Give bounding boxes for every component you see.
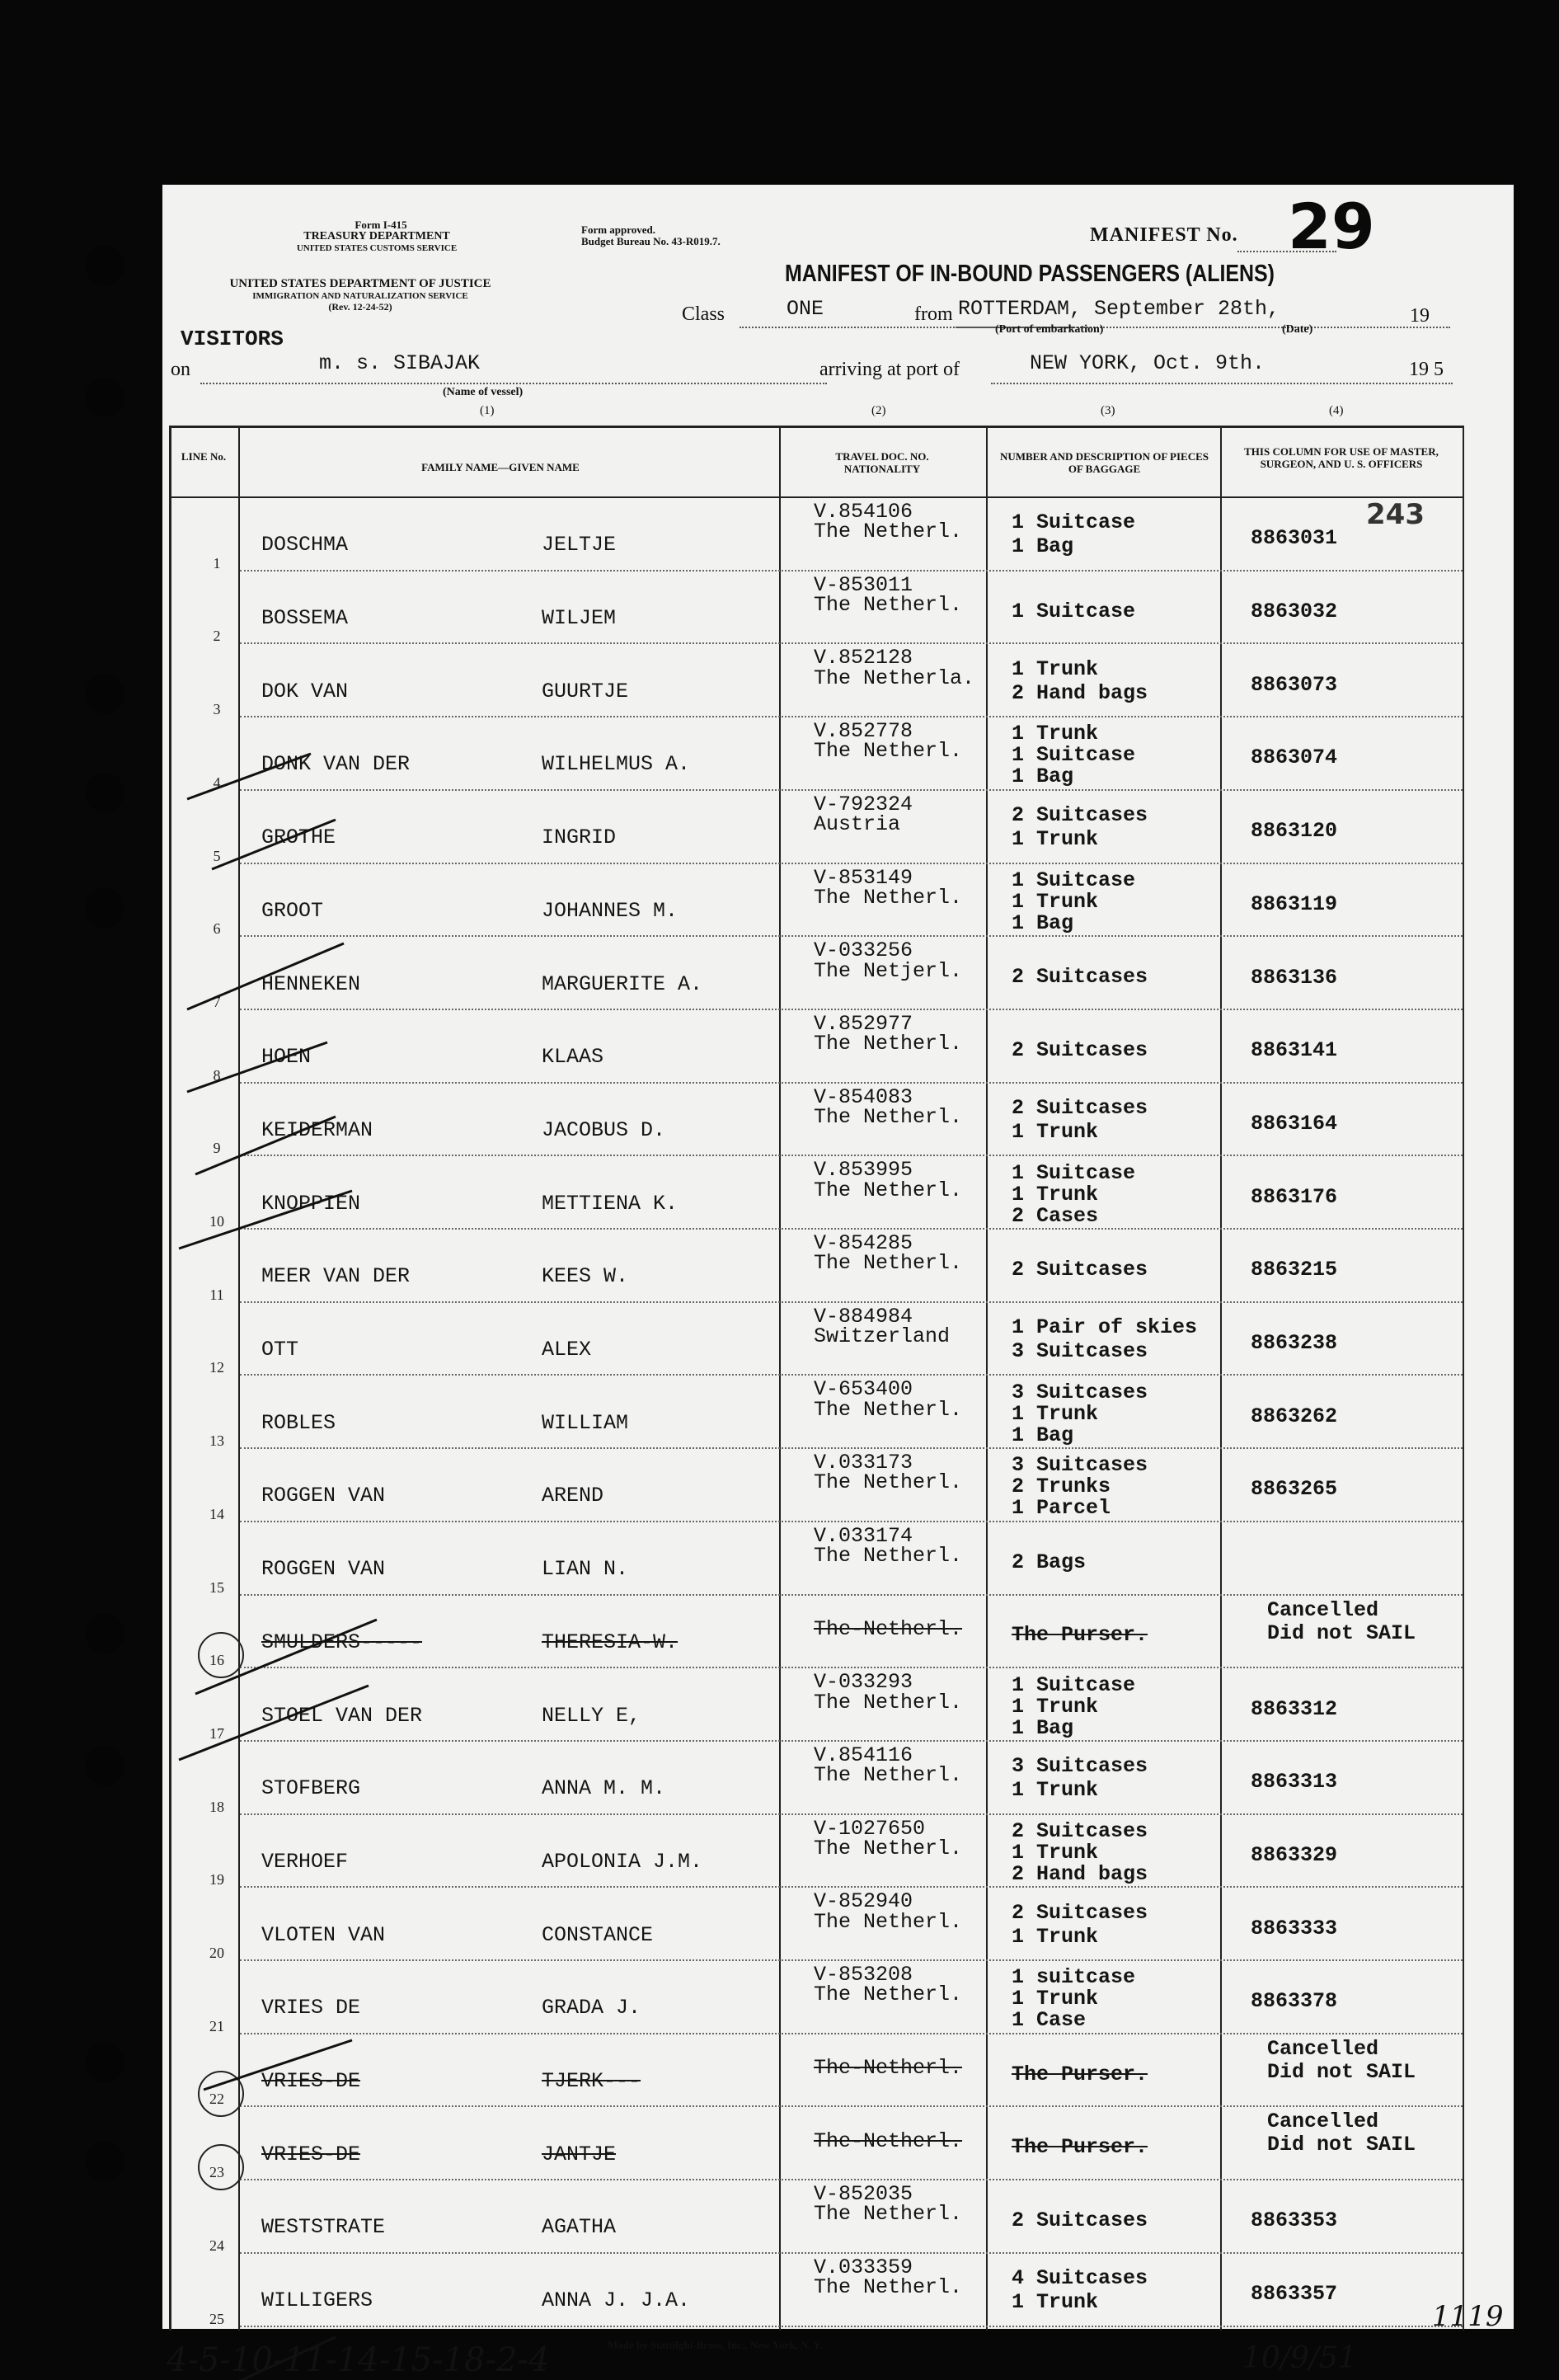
nationality: The Netjerl.: [814, 958, 963, 983]
baggage-item: The Purser.: [1012, 2135, 1148, 2160]
nationality: Austria: [814, 812, 901, 837]
given-name: INGRID: [542, 825, 617, 850]
baggage-item: 1 Suitcase: [1012, 743, 1136, 768]
arrival-year: 19 5: [1409, 359, 1444, 380]
nationality: The Netherl.: [814, 1178, 963, 1202]
nationality: The-Netherl.: [814, 2128, 963, 2153]
travel-doc-no: V.033359: [814, 2255, 913, 2279]
cancelled-label: Cancelled: [1267, 2036, 1379, 2061]
from-value: ROTTERDAM, September 28th,: [958, 297, 1280, 321]
punch-hole: [85, 246, 124, 285]
baggage-item: 2 Suitcases: [1012, 1095, 1148, 1120]
table-header-rule: [169, 496, 1463, 498]
arrival-value: NEW YORK, Oct. 9th.: [1030, 351, 1266, 375]
handwritten-right: 10/9/51: [1242, 2341, 1357, 2375]
line-number: 18: [209, 1798, 224, 1815]
travel-doc-no: V-653400: [814, 1377, 913, 1402]
officer-number: 8863329: [1251, 1842, 1338, 1867]
row-rule: [240, 935, 1463, 937]
line-number: 1: [213, 554, 221, 571]
family-name: ROGGEN VAN: [261, 1484, 386, 1508]
line-number: 20: [209, 1945, 224, 1961]
family-name: ROBLES: [261, 1410, 336, 1435]
did-not-sail-label: Did not SAIL: [1267, 2059, 1416, 2084]
given-name: LIAN N.: [542, 1557, 629, 1582]
nationality: The Netherl.: [814, 885, 963, 910]
baggage-item: 1 Suitcase: [1012, 1672, 1136, 1697]
nationality: The Netherl.: [814, 520, 963, 544]
cancelled-label: Cancelled: [1267, 2110, 1379, 2134]
baggage-item: 1 Trunk: [1012, 656, 1099, 681]
row-rule: [240, 863, 1463, 864]
name-col-rule: [779, 426, 781, 2331]
baggage-item: 1 Suitcase: [1012, 599, 1136, 623]
travel-doc-no: V-854083: [814, 1084, 913, 1109]
baggage-item: 1 Suitcase: [1012, 868, 1136, 892]
row-rule: [240, 1228, 1463, 1230]
family-name: VLOTEN VAN: [261, 1922, 386, 1947]
given-name: THERESIA-W.: [542, 1630, 679, 1654]
col-num-3: (3): [1101, 404, 1115, 417]
travel-doc-no: V.852778: [814, 719, 913, 744]
travel-doc-no: V.852128: [814, 646, 913, 670]
row-rule: [240, 570, 1463, 571]
line-number: 8: [213, 1066, 221, 1084]
baggage-item: 1 Trunk: [1012, 1778, 1099, 1803]
row-rule: [240, 642, 1463, 644]
table-left-rule: [169, 426, 171, 2331]
baggage-item: 2 Suitcases: [1012, 965, 1148, 990]
punch-hole: [85, 2142, 124, 2181]
baggage-item: 1 Case: [1012, 2008, 1087, 2033]
officer-number: 8863031: [1251, 526, 1338, 551]
baggage-item: 1 Pair of skies: [1012, 1315, 1198, 1340]
given-name: APOLONIA J.M.: [542, 1849, 703, 1874]
family-name: VERHOEF: [261, 1849, 349, 1874]
family-name: WILLIGERS: [261, 2288, 373, 2313]
nationality: The Netherl.: [814, 1032, 963, 1056]
col-num-2: (2): [871, 404, 886, 417]
header-travel-doc: TRAVEL DOC. NO. NATIONALITY: [835, 450, 929, 475]
baggage-item: 2 Bags: [1012, 1550, 1087, 1574]
form-justice: UNITED STATES DEPARTMENT OF JUSTICE: [229, 277, 491, 290]
line-number: 21: [209, 2017, 224, 2034]
family-name: HOEN: [261, 1045, 312, 1070]
line-number: 23: [209, 2164, 224, 2181]
travel-doc-no: V.033173: [814, 1451, 913, 1475]
family-name: HENNEKEN: [261, 971, 361, 996]
form-rev: (Rev. 12-24-52): [328, 301, 392, 313]
from-label: from: [914, 303, 953, 325]
line-number: 6: [213, 920, 221, 938]
baggage-item: 1 Trunk: [1012, 1401, 1099, 1426]
line-number: 2: [213, 628, 221, 645]
travel-doc-no: V.854106: [814, 500, 913, 524]
officer-number: 8863378: [1251, 1989, 1338, 2014]
travel-doc-no: V-1027650: [814, 1816, 926, 1841]
nationality: The Netherl.: [814, 2275, 963, 2300]
nationality: The Netherl.: [814, 1544, 963, 1569]
officer-number: 8863215: [1251, 1258, 1338, 1282]
baggage-item: 1 Trunk: [1012, 1840, 1099, 1865]
year-prefix: 19: [1410, 305, 1430, 327]
baggage-item: 1 Trunk: [1012, 1924, 1099, 1949]
nationality: The-Netherl.: [814, 2056, 963, 2081]
punch-hole: [85, 888, 124, 928]
travel-doc-no: V-853208: [814, 1963, 913, 1987]
given-name: WILHELMUS A.: [542, 752, 691, 777]
manifest-title: MANIFEST OF IN-BOUND PASSENGERS (ALIENS): [785, 261, 1275, 287]
travel-doc-no: V-852035: [814, 2182, 913, 2207]
baggage-item: 1 Trunk: [1012, 889, 1099, 914]
family-name: STOEL VAN DER: [261, 1703, 423, 1728]
baggage-item: 2 Suitcases: [1012, 1818, 1148, 1843]
officer-number: 8863074: [1251, 746, 1338, 770]
row-rule: [240, 1009, 1463, 1010]
cancel-note: [1267, 1599, 1416, 1645]
officer-number: 8863357: [1251, 2282, 1338, 2307]
family-name: VRIES-DE: [261, 2142, 361, 2166]
officer-number: 8863073: [1251, 672, 1338, 697]
line-circle: [198, 1632, 244, 1678]
travel-doc-no: V.853995: [814, 1158, 913, 1183]
family-name: VRIES-DE: [261, 2069, 361, 2094]
date-caption: (Date): [1282, 323, 1313, 336]
handwritten-left: 4-5-10-11-14-15-18-2-4: [167, 2341, 550, 2379]
given-name: AGATHA: [542, 2215, 617, 2240]
baggage-item: 1 Bag: [1012, 1715, 1074, 1740]
family-name: KNOPPIEN: [261, 1191, 361, 1216]
header-officers: THIS COLUMN FOR USE OF MASTER, SURGEON, AND U. S. OFFICERS: [1244, 445, 1439, 470]
row-rule: [240, 1667, 1463, 1668]
officer-number: 8863265: [1251, 1477, 1338, 1502]
nationality: The Netherl.: [814, 1397, 963, 1422]
row-rule: [240, 1813, 1463, 1815]
given-name: JOHANNES M.: [542, 898, 679, 923]
family-name: BOSSEMA: [261, 606, 349, 631]
header-name: FAMILY NAME—GIVEN NAME: [421, 461, 580, 473]
row-rule: [240, 716, 1463, 717]
baggage-item: 1 Trunk: [1012, 2290, 1099, 2315]
row-rule: [240, 1447, 1463, 1449]
corner-note: 1119: [1432, 2300, 1504, 2333]
line-number: 9: [213, 1140, 221, 1157]
given-name: GUURTJE: [542, 679, 629, 703]
travel-doc-no: V-792324: [814, 792, 913, 816]
baggage-item: 1 Trunk: [1012, 722, 1099, 746]
line-number: 4: [213, 774, 221, 791]
baggage-item: The Purser.: [1012, 2062, 1148, 2086]
baggage-item: 1 Trunk: [1012, 1119, 1099, 1144]
officer-number: 8863120: [1251, 819, 1338, 844]
class-value: ONE: [787, 297, 824, 321]
officer-number: 8863032: [1251, 600, 1338, 624]
baggage-item: 1 Bag: [1012, 910, 1074, 935]
punch-hole: [85, 2043, 124, 2082]
family-name: GROOT: [261, 898, 324, 923]
row-rule: [240, 1959, 1463, 1961]
nationality: The Netherl.: [814, 1690, 963, 1714]
form-dept: TREASURY DEPARTMENT: [303, 230, 450, 242]
nationality: The Netherl.: [814, 1251, 963, 1276]
baggage-item: 2 Hand bags: [1012, 680, 1148, 705]
nationality: The-Netherl.: [814, 1616, 963, 1641]
given-name: NELLY E,: [542, 1703, 641, 1728]
given-name: KEES W.: [542, 1264, 629, 1289]
row-rule: [240, 1155, 1463, 1156]
manifest-label: MANIFEST No.: [1090, 224, 1238, 246]
row-rule: [240, 2252, 1463, 2254]
travel-doc-no: V.852977: [814, 1011, 913, 1036]
officer-number: 8863238: [1251, 1331, 1338, 1356]
baggage-item: 1 Bag: [1012, 764, 1074, 789]
baggage-item: 1 Trunk: [1012, 1694, 1099, 1719]
row-rule: [240, 2033, 1463, 2034]
doc-col-rule: [986, 426, 988, 2331]
given-name: JANTJE: [542, 2142, 617, 2166]
given-name: WILJEM: [542, 606, 617, 631]
given-name: METTIENA K.: [542, 1191, 679, 1216]
baggage-item: 1 suitcase: [1012, 1965, 1136, 1990]
travel-doc-no: V-852940: [814, 1889, 913, 1914]
baggage-item: 2 Suitcases: [1012, 803, 1148, 828]
baggage-item: 3 Suitcases: [1012, 1380, 1148, 1404]
nationality: The Netherla.: [814, 666, 975, 690]
arriving-label: arriving at port of: [819, 359, 960, 380]
punch-hole: [85, 1614, 124, 1653]
punch-hole: [85, 674, 124, 713]
given-name: ANNA M. M.: [542, 1776, 666, 1801]
arrival-line: [991, 383, 1453, 384]
header-line-no: LINE No.: [181, 450, 227, 463]
family-name: OTT: [261, 1338, 299, 1362]
nationality: The Netherl.: [814, 1836, 963, 1860]
travel-doc-no: V-854285: [814, 1231, 913, 1255]
baggage-item: 2 Cases: [1012, 1203, 1099, 1228]
baggage-item: The Purser.: [1012, 1623, 1148, 1648]
travel-doc-no: V-884984: [814, 1304, 913, 1329]
officer-number: 8863262: [1251, 1404, 1338, 1428]
baggage-item: 4 Suitcases: [1012, 2266, 1148, 2291]
officer-number: 8863176: [1251, 1184, 1338, 1209]
nationality: The Netherl.: [814, 1104, 963, 1129]
officer-number: 8863313: [1251, 1770, 1338, 1794]
line-number: 14: [209, 1505, 224, 1522]
line-circle: [198, 2144, 244, 2190]
row-rule: [240, 1374, 1463, 1376]
nationality: The Netherl.: [814, 1909, 963, 1934]
row-rule: [240, 2326, 1463, 2327]
class-label: Class: [682, 303, 725, 325]
vessel-name: m. s. SIBAJAK: [319, 351, 481, 375]
baggage-item: 2 Suitcases: [1012, 1900, 1148, 1925]
row-rule: [240, 2105, 1463, 2107]
port-embark-caption: (Port of embarkation): [995, 323, 1104, 336]
baggage-item: 3 Suitcases: [1012, 1453, 1148, 1478]
line-number: 25: [209, 2310, 224, 2327]
travel-doc-no: V-033256: [814, 938, 913, 963]
nationality: The Netherl.: [814, 593, 963, 618]
line-number: 24: [209, 2237, 224, 2254]
baggage-item: 1 Bag: [1012, 1423, 1074, 1447]
punch-hole: [85, 378, 124, 417]
punch-hole: [85, 1746, 124, 1785]
bag-col-rule: [1220, 426, 1222, 2331]
travel-doc-no: V-853149: [814, 865, 913, 890]
officer-number: 8863119: [1251, 891, 1338, 916]
line-number: 10: [209, 1213, 224, 1230]
punch-hole: [85, 773, 124, 812]
given-name: TJERK---: [542, 2069, 641, 2094]
travel-doc-no: V-853011: [814, 572, 913, 597]
line-number: 17: [209, 1724, 224, 1742]
given-name: GRADA J.: [542, 1996, 641, 2020]
given-name: JELTJE: [542, 533, 617, 557]
cancel-note: [1267, 2038, 1416, 2084]
nationality: The Netherl.: [814, 1763, 963, 1788]
family-name: STOFBERG: [261, 1776, 361, 1801]
line-number: 7: [213, 993, 221, 1010]
baggage-item: 1 Suitcase: [1012, 1160, 1136, 1185]
line-number: 15: [209, 1578, 224, 1596]
given-name: ANNA J. J.A.: [542, 2288, 691, 2313]
form-approval: Form approved.: [581, 223, 656, 236]
family-name: MEER VAN DER: [261, 1264, 411, 1289]
officer-number: 8863333: [1251, 1916, 1338, 1940]
given-name: JACOBUS D.: [542, 1117, 666, 1142]
nationality: The Netherl.: [814, 739, 963, 764]
given-name: KLAAS: [542, 1045, 604, 1070]
line-circle: [198, 2071, 244, 2117]
line-number: 3: [213, 701, 221, 718]
form-id: Form I-415: [355, 219, 407, 231]
form-service: UNITED STATES CUSTOMS SERVICE: [296, 243, 458, 253]
officer-number: 8863312: [1251, 1696, 1338, 1721]
family-name: ROGGEN VAN: [261, 1557, 386, 1582]
officer-number: 8863141: [1251, 1038, 1338, 1063]
baggage-item: 2 Suitcases: [1012, 1037, 1148, 1062]
baggage-item: 2 Trunks: [1012, 1475, 1111, 1499]
top-note: 243: [1366, 498, 1425, 531]
baggage-item: 2 Hand bags: [1012, 1861, 1148, 1886]
visitors-label: VISITORS: [181, 327, 284, 351]
on-label: on: [171, 359, 190, 380]
line-number: 5: [213, 847, 221, 864]
baggage-item: 1 Suitcase: [1012, 510, 1136, 535]
line-number: 19: [209, 1871, 224, 1888]
family-name: SMULDERS-----: [261, 1630, 423, 1654]
row-rule: [240, 1301, 1463, 1303]
col-num-1: (1): [480, 404, 495, 417]
line-number: 13: [209, 1432, 224, 1450]
row-rule: [240, 2179, 1463, 2180]
header-baggage: NUMBER AND DESCRIPTION OF PIECES OF BAGGAGE: [999, 450, 1209, 475]
line-number: 11: [209, 1286, 224, 1303]
nationality: Switzerland: [814, 1324, 951, 1349]
row-rule: [240, 1082, 1463, 1084]
vessel-line: [200, 383, 827, 384]
family-name: DOK VAN: [261, 679, 349, 703]
cancelled-label: Cancelled: [1267, 1597, 1379, 1622]
manifest-number: 29: [1288, 190, 1375, 263]
vessel-caption: (Name of vessel): [443, 386, 524, 398]
travel-doc-no: V.854116: [814, 1743, 913, 1767]
table-top-rule: [169, 426, 1463, 428]
travel-doc-no: V.033174: [814, 1523, 913, 1548]
row-rule: [240, 1594, 1463, 1596]
row-rule: [240, 1740, 1463, 1742]
line-col-rule: [238, 426, 240, 2331]
did-not-sail-label: Did not SAIL: [1267, 2133, 1416, 2157]
given-name: AREND: [542, 1484, 604, 1508]
manifest-page: [162, 185, 1514, 2379]
family-name: GROTHE: [261, 825, 336, 850]
printer-line: Made by Stattilghi-Bross, Inc., New York, N. Y.: [608, 2339, 823, 2351]
given-name: MARGUERITE A.: [542, 971, 703, 996]
form-ins: IMMIGRATION AND NATURALIZATION SERVICE: [252, 291, 468, 301]
given-name: WILLIAM: [542, 1410, 629, 1435]
table-right-rule: [1463, 426, 1464, 2331]
family-name: VRIES DE: [261, 1996, 361, 2020]
family-name: KEIDERMAN: [261, 1117, 373, 1142]
officer-number: 8863136: [1251, 965, 1338, 990]
line-number: 12: [209, 1359, 224, 1376]
cancel-note: [1267, 2110, 1416, 2157]
officer-number: 8863353: [1251, 2208, 1338, 2233]
baggage-item: 1 Bag: [1012, 534, 1074, 559]
col-num-4: (4): [1329, 404, 1344, 417]
given-name: ALEX: [542, 1338, 592, 1362]
baggage-item: 1 Trunk: [1012, 1182, 1099, 1206]
nationality: The Netherl.: [814, 2202, 963, 2227]
did-not-sail-label: Did not SAIL: [1267, 1620, 1416, 1645]
family-name: DONK VAN DER: [261, 752, 411, 777]
nationality: The Netherl.: [814, 1983, 963, 2007]
baggage-item: 2 Suitcases: [1012, 1257, 1148, 1282]
baggage-item: 1 Parcel: [1012, 1496, 1111, 1521]
form-budget: Budget Bureau No. 43-R019.7.: [581, 235, 721, 247]
family-name: DOSCHMA: [261, 533, 349, 557]
baggage-item: 1 Trunk: [1012, 827, 1099, 852]
row-rule: [240, 1521, 1463, 1522]
nationality: The Netherl.: [814, 1470, 963, 1495]
row-rule: [240, 1886, 1463, 1888]
baggage-item: 3 Suitcases: [1012, 1339, 1148, 1364]
baggage-item: 3 Suitcases: [1012, 1754, 1148, 1779]
line-number: 16: [209, 1652, 224, 1669]
row-rule: [240, 789, 1463, 791]
travel-doc-no: V-033293: [814, 1670, 913, 1695]
baggage-item: 1 Trunk: [1012, 1987, 1099, 2011]
family-name: WESTSTRATE: [261, 2215, 386, 2240]
baggage-item: 2 Suitcases: [1012, 2208, 1148, 2232]
line-number: 22: [209, 2091, 224, 2108]
given-name: CONSTANCE: [542, 1922, 654, 1947]
officer-number: 8863164: [1251, 1111, 1338, 1136]
